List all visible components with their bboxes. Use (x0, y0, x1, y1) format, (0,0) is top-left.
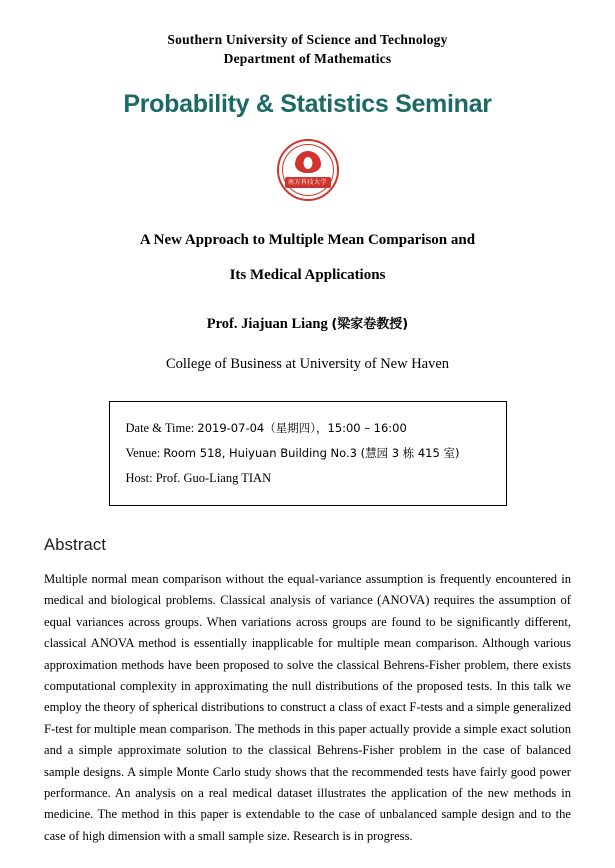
logo-emblem-icon (295, 151, 321, 173)
event-host-label: Host: (125, 471, 153, 485)
event-venue-value: Room 518, Huiyuan Building No.3 (慧园 3 栋 415 室) (163, 446, 460, 460)
university-name: Southern University of Science and Technology (167, 32, 448, 47)
event-host-value: Prof. Guo-Liang TIAN (155, 471, 272, 485)
talk-title-line-2: Its Medical Applications (229, 267, 386, 283)
seminar-series-title: Probability & Statistics Seminar (123, 90, 492, 118)
talk-title (44, 223, 571, 293)
speaker-affiliation: College of Business at University of New Haven (165, 356, 450, 372)
event-datetime-label: Date & Time: (125, 421, 195, 435)
event-datetime-row (126, 416, 490, 441)
abstract-body: Multiple normal mean comparison without the equal-variance assumption is frequently encountered in medical and biological problems. Classical analysis of variance (ANOVA) requires the assumption of equal variances across groups. When variations across groups are found to be significantly different, classical ANOVA method is essentially inapplicable for multiple mean comparison. Although various approximation methods have been proposed to solve the classical Behrens-Fisher problem, there exists computational complexity in approximating the null distributions of the proposed tests. In this talk we employ the theory of spherical distributions to construct a class of exact F-tests and a simple generalized F-test for multiple mean comparison. The methods in this paper actually provide a simple exact solution and a simple approximate solution to the classical Behrens-Fisher problem in the case of balanced sample designs. A simple Monte Carlo study shows that the recommended tests have fairly good power performance. An analysis on a real medical dataset illustrates the application of the new methods in medicine. The method in this paper is extendable to the case of unbalanced sample design and to the case of high dimension with a small sample size. Research is in progress. (44, 572, 571, 843)
sustech-seal-icon (277, 139, 339, 201)
abstract-heading: Abstract (44, 536, 107, 554)
speaker-name-chinese: (梁家卷教授) (331, 317, 409, 332)
event-datetime-value: 2019-07-04（星期四），15:00 – 16:00 (197, 421, 407, 435)
speaker-name: Prof. Jiajuan Liang (206, 316, 328, 332)
talk-title-line-1: A New Approach to Multiple Mean Comparison and (139, 232, 476, 248)
logo-container (44, 139, 571, 201)
logo-banner (285, 177, 331, 188)
event-venue-row (126, 441, 490, 466)
department-name: Department of Mathematics (223, 51, 392, 66)
speaker-line (44, 313, 571, 333)
event-host-row (126, 466, 490, 491)
event-details-box (109, 401, 507, 506)
logo-banner-text: 南方科技大学 (287, 179, 327, 186)
event-venue-label: Venue: (125, 446, 161, 460)
